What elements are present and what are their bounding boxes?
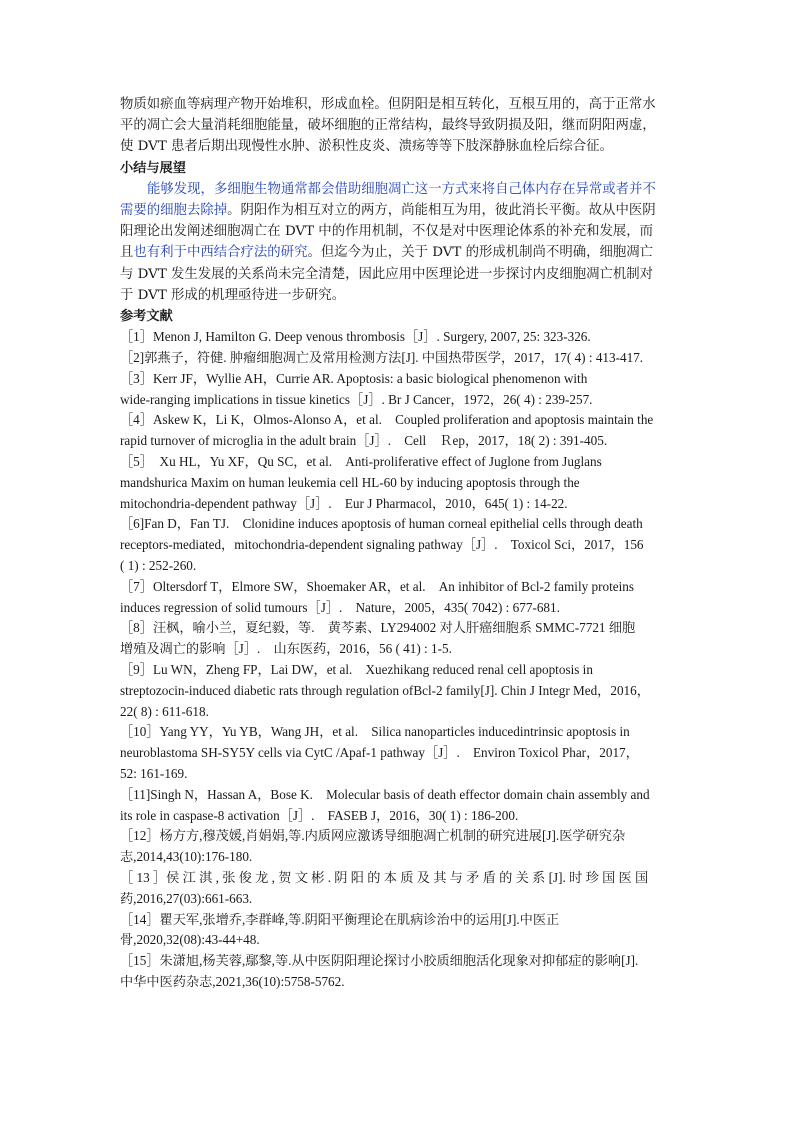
reference-line: induces regression of solid tumours［J］. Nature，2005，435( 7042) : 677-681. <box>120 599 560 615</box>
summary-line: 阳理论出发阐述细胞凋亡在 DVT 中的作用机制，不仅是对中医理论体系的补充和发展，而 <box>120 224 654 240</box>
references-heading: 参考文献 <box>120 309 173 325</box>
intro-line: 物质如瘀血等病理产物开始堆积，形成血栓。但阴阳是相互转化，互根互用的，高于正常水 <box>120 97 656 112</box>
reference-line: ［9］Lu WN，Zheng FP，Lai DW，et al. Xuezhikang reduced renal cell apoptosis in <box>120 661 593 677</box>
document-page <box>120 94 680 993</box>
reference-line: 志,2014,43(10):176-180. <box>120 849 253 865</box>
reference-line: ［12］杨方方,穆茂媛,肖娟娟,等.内质网应激诱导细胞凋亡机制的研究进展[J].医学研究杂 <box>120 828 626 844</box>
reference-item <box>120 410 680 452</box>
reference-line: ( 1) : 252-260. <box>120 558 197 573</box>
summary-text: 且 <box>120 245 134 261</box>
highlighted-text: 能够发现，多细胞生物通常都会借助细胞凋亡这一方式来将自己体内存在异常或者并不 <box>147 181 656 197</box>
summary-line: 与 DVT 发生发展的关系尚未完全清楚，因此应用中医理论进一步探讨内皮细胞凋亡机制对 <box>120 266 654 282</box>
summary-heading: 小结与展望 <box>120 160 186 176</box>
reference-line: its role in caspase-8 activation［J］. FASEB J，2016，30( 1) : 186-200. <box>120 807 519 823</box>
reference-item <box>120 618 680 660</box>
reference-line: ［14］瞿天军,张增乔,李群峰,等.阴阳平衡理论在肌病诊治中的运用[J].中医正 <box>120 911 560 927</box>
reference-item <box>120 951 680 993</box>
intro-paragraph <box>120 94 680 158</box>
reference-line: ［6]Fan D，Fan TJ. Clonidine induces apoptosis of human corneal epithelial cells through death <box>120 516 643 532</box>
reference-line: rapid turnover of microglia in the adult brain［J］. Cell Ｒep，2017，18( 2) : 391-405. <box>120 433 608 449</box>
reference-line: mandshurica Maxim on human leukemia cell HL-60 by inducing apoptosis through the <box>120 474 580 490</box>
reference-item <box>120 369 680 411</box>
summary-line: 于 DVT 形成的机理亟待进一步研究。 <box>120 287 346 303</box>
reference-line: ［11]Singh N，Hassan A，Bose K. Molecular basis of death effector domain chain assembly and <box>120 786 650 802</box>
reference-item <box>120 348 680 369</box>
reference-line: 中华中医药杂志,2021,36(10):5758-5762. <box>120 973 345 989</box>
reference-line: 药,2016,27(03):661-663. <box>120 890 253 906</box>
summary-paragraph <box>120 179 680 306</box>
reference-item <box>120 868 680 910</box>
reference-item <box>120 910 680 952</box>
highlighted-text: 需要的细胞去除掉 <box>120 203 228 219</box>
reference-item <box>120 514 680 576</box>
reference-item <box>120 722 680 784</box>
summary-line <box>120 242 680 263</box>
reference-item <box>120 452 680 514</box>
reference-line: ［8］汪枫，喻小兰，夏纪毅，等. 黄芩素、LY294002 对人肝癌细胞系 SMMC-7721 细胞 <box>120 620 636 636</box>
reference-line: ［5］ Xu HL，Yu XF，Qu SC，et al. Anti-proliferative effect of Juglone from Juglans <box>120 454 602 470</box>
intro-line: 平的凋亡会大量消耗细胞能量，破坏细胞的正常结构，最终导致阴损及阳，继而阴阳两虚， <box>120 118 656 134</box>
reference-line: ［10］Yang YY，Yu YB，Wang JH，et al. Silica nanoparticles inducedintrinsic apoptosis in <box>120 724 630 740</box>
reference-item <box>120 785 680 827</box>
summary-line <box>120 200 680 221</box>
reference-line: 骨,2020,32(08):43-44+48. <box>120 932 260 948</box>
reference-item <box>120 826 680 868</box>
reference-line: wide-ranging implications in tissue kinetics［J］. Br J Cancer，1972，26( 4) : 239-257. <box>120 391 593 407</box>
reference-line: ［3］Kerr JF，Wyllie AH，Currie AR. Apoptosis: a basic biological phenomenon with <box>120 370 588 386</box>
reference-line: neuroblastoma SH-SY5Y cells via CytC /Apaf-1 pathway［J］. Environ Toxicol Phar，2017， <box>120 745 639 761</box>
summary-line <box>120 179 680 200</box>
reference-line: streptozocin-induced diabetic rats through regulation ofBcl-2 family[J]. Chin J Integr Med，2016， <box>120 682 650 698</box>
reference-line: ［2]郭燕子，符健. 肿瘤细胞凋亡及常用检测方法[J]. 中国热带医学，2017，17( 4) : 413-417. <box>120 350 644 366</box>
summary-text: 。阴阳作为相互对立的两方，尚能相互为用，彼此消长平衡。故从中医阴 <box>227 203 656 219</box>
reference-line: ［ 13 ］侯 江 淇 , 张 俊 龙 , 贺 文 彬 . 阴 阳 的 本 质 及 其 与 矛 盾 的 关 系 [J]. 时 珍 国 医 国 <box>120 869 649 885</box>
reference-line: ［15］朱潇旭,杨芙蓉,鄢黎,等.从中医阴阳理论探讨小胶质细胞活化现象对抑郁症的影响[J]. <box>120 953 639 969</box>
reference-line: 增殖及凋亡的影响［J］. 山东医药，2016，56 ( 41) : 1-5. <box>120 641 452 657</box>
intro-line: 使 DVT 患者后期出现慢性水肿、淤积性皮炎、溃疡等等下肢深静脉血栓后综合征。 <box>120 139 613 155</box>
reference-item <box>120 660 680 722</box>
reference-list <box>120 327 680 993</box>
summary-text: 。但迄今为止，关于 DVT 的形成机制尚不明确，细胞凋亡 <box>307 245 654 261</box>
reference-item <box>120 327 680 348</box>
reference-line: mitochondria-dependent pathway［J］. Eur J Pharmacol，2010，645( 1) : 14-22. <box>120 495 568 511</box>
reference-item <box>120 577 680 619</box>
reference-line: ［1］Menon J, Hamilton G. Deep venous thrombosis［J］. Surgery, 2007, 25: 323-326. <box>120 329 591 345</box>
reference-line: 52: 161-169. <box>120 765 188 781</box>
highlighted-text: 也有利于中西结合疗法的研究 <box>133 245 308 261</box>
reference-line: receptors-mediated，mitochondria-dependent signaling pathway［J］. Toxicol Sci，2017，156 <box>120 537 644 553</box>
reference-line: ［7］Oltersdorf T，Elmore SW，Shoemaker AR，et al. An inhibitor of Bcl-2 family proteins <box>120 578 634 594</box>
reference-line: 22( 8) : 611-618. <box>120 703 209 719</box>
reference-line: ［4］Askew K，Li K，Olmos-Alonso A，et al. Coupled proliferation and apoptosis maintain the <box>120 412 654 428</box>
